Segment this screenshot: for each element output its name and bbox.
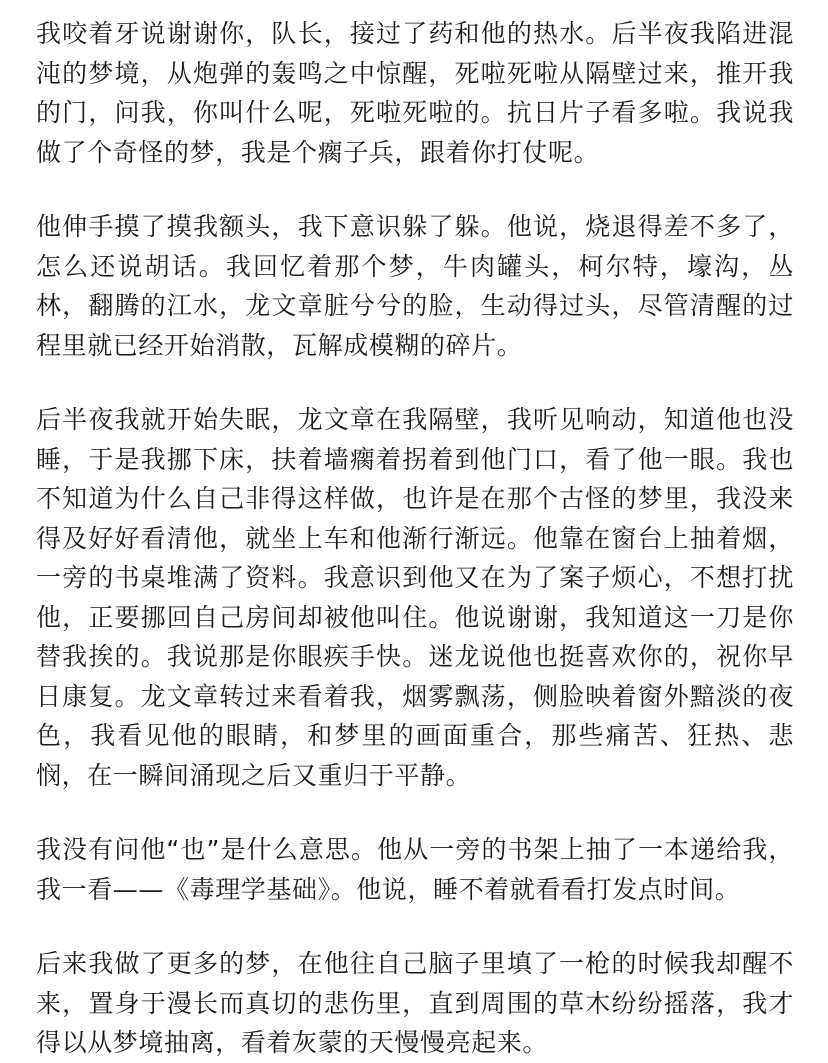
paragraph-3: 后半夜我就开始失眠，龙文章在我隔壁，我听见响动，知道他也没睡，于是我挪下床，扶着墙瘸着拐着到他门口，看了他一眼。我也不知道为什么自己非得这样做，也许是在那个古怪的梦里，我没来得及好好看清他，就坐上车和他渐行渐远。他靠在窗台上抽着烟，一旁的书桌堆满了资料。我意识到他又在为了案子烦心，不想打扰他，正要挪回自己房间却被他叫住。他说谢谢，我知道这一刀是你替我挨的。我说那是你眼疾手快。迷龙说他也挺喜欢你的，祝你早日康复。龙文章转过来看着我，烟雾飘荡，侧脸映着窗外黯淡的夜色，我看见他的眼睛，和梦里的画面重合，那些痛苦、狂热、悲悯，在一瞬间涌现之后又重归于平静。 xyxy=(36,405,794,790)
paragraph-4: 我没有问他“也”是什么意思。他从一旁的书架上抽了一本递给我，我一看——《毒理学基础》。他说，睡不着就看看打发点时间。 xyxy=(36,835,794,904)
paragraph-2: 他伸手摸了摸我额头，我下意识躲了躲。他说，烧退得差不多了，怎么还说胡话。我回忆着那个梦，牛肉罐头，柯尔特，壕沟，丛林，翻腾的江水，龙文章脏兮兮的脸，生动得过头，尽管清醒的过程里就已经开始消散，瓦解成模糊的碎片。 xyxy=(36,212,794,360)
paragraph-1: 我咬着牙说谢谢你，队长，接过了药和他的热水。后半夜我陷进混沌的梦境，从炮弹的轰鸣之中惊醒，死啦死啦从隔壁过来，推开我的门，问我，你叫什么呢，死啦死啦的。抗日片子看多啦。我说我做了个奇怪的梦，我是个瘸子兵，跟着你打仗呢。 xyxy=(36,19,794,167)
paragraph-5: 后来我做了更多的梦，在他往自己脑子里填了一枪的时候我却醒不来，置身于漫长而真切的悲伤里，直到周围的草木纷纷摇落，我才得以从梦境抽离，看着灰蒙的天慢慢亮起来。 xyxy=(36,949,794,1057)
article-body xyxy=(36,14,794,1063)
